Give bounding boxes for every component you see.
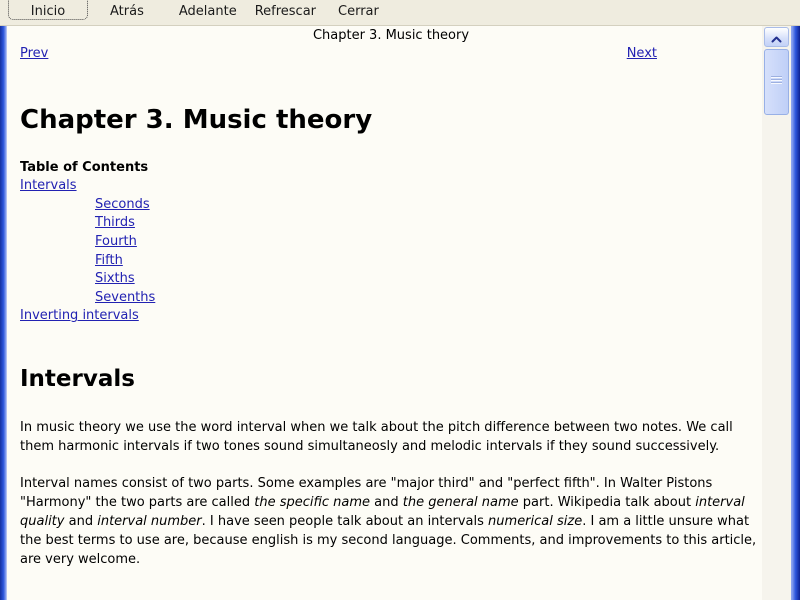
next-link[interactable]: Next: [626, 46, 657, 61]
toc-row: [20, 307, 762, 326]
toc-row: [20, 289, 762, 308]
toc-link-seconds[interactable]: Seconds: [95, 196, 150, 212]
toc-row: [20, 196, 762, 215]
body-paragraph-1: In music theory we use the word interval when we talk about the pitch difference between two notes. We call them harmonic intervals if two tones sound simultaneosly and melodic intervals if they sound successively.: [20, 419, 733, 454]
toc-link-thirds[interactable]: Thirds: [95, 215, 135, 231]
toc-row: [20, 252, 762, 271]
toc-link-fifth[interactable]: Fifth: [95, 252, 123, 268]
content-area: [7, 25, 762, 600]
toolbar: [0, 0, 800, 26]
toc-link-sevenths[interactable]: Sevenths: [95, 289, 156, 305]
toc-row: [20, 177, 762, 196]
nav-chapter-title: Chapter 3. Music theory: [312, 28, 470, 43]
toolbar-button-inicio[interactable]: Inicio: [8, 0, 88, 20]
table-of-contents: [20, 177, 762, 326]
scrollbar-grip-icon: [771, 76, 782, 85]
toc-row: [20, 233, 762, 252]
toolbar-button-cerrar[interactable]: Cerrar: [338, 4, 379, 19]
toc-row: [20, 270, 762, 289]
window-right-border: [791, 24, 800, 600]
section-heading: Intervals: [20, 365, 135, 392]
page-nav: [20, 46, 762, 61]
section-body: [20, 418, 762, 569]
toc-link-sixths[interactable]: Sixths: [95, 271, 135, 287]
toc-link-intervals[interactable]: Intervals: [20, 178, 77, 194]
chapter-heading: Chapter 3. Music theory: [20, 105, 373, 135]
toolbar-button-adelante[interactable]: Adelante: [178, 4, 237, 19]
toolbar-button-refrescar[interactable]: Refrescar: [254, 4, 316, 19]
scrollbar-thumb[interactable]: [764, 49, 789, 115]
toc-row: [20, 214, 762, 233]
toc-link-inverting-intervals[interactable]: Inverting intervals: [20, 308, 139, 324]
toolbar-button-atras[interactable]: Atrás: [110, 4, 144, 19]
prev-link[interactable]: Prev: [20, 46, 49, 61]
chevron-up-icon: [771, 28, 782, 47]
scroll-up-button[interactable]: [764, 27, 789, 47]
window-left-border: [0, 24, 7, 600]
vertical-scrollbar[interactable]: [762, 25, 791, 600]
toc-link-fourth[interactable]: Fourth: [95, 233, 137, 249]
toc-heading: Table of Contents: [20, 160, 149, 176]
body-paragraph-2: Interval names consist of two parts. Some examples are "major third" and "perfect fifth". In Walter Pistons "Harmony" the two parts are called the specific name and the general name part. Wikipedia talk about interval quality and interval number. I have seen people talk about an intervals numerical size. I am a little unsure what the best terms to use are, because english is my second language. Comments, and improvements to this article, are very welcome.: [20, 475, 757, 567]
